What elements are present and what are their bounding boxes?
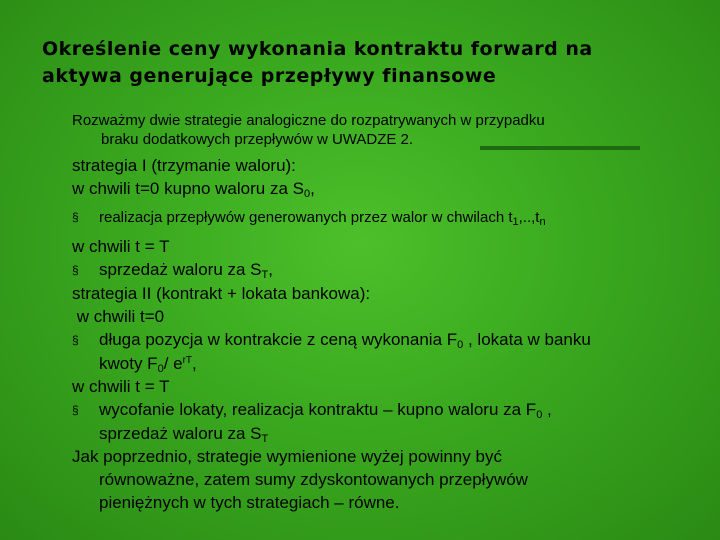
strategy-1-heading: strategia I (trzymanie waloru):: [72, 156, 296, 175]
bullet-icon: §: [72, 333, 79, 347]
strategy-2-tT: w chwili t = T: [72, 377, 170, 396]
conclusion-line-2: równoważne, zatem sumy zdyskontowanych przepływów: [99, 470, 528, 489]
subscript: T: [261, 433, 269, 445]
flows-text: realizacja przepływów generowanych przez walor w chwilach t: [99, 209, 513, 226]
strategy-2-heading: strategia II (kontrakt + lokata bankowa):: [72, 284, 371, 303]
strategy-2-long-item: [72, 328, 712, 352]
bullet-icon: §: [72, 263, 79, 277]
bullet-icon: §: [72, 210, 79, 224]
subscript: 0: [457, 339, 464, 351]
sell-text: sprzedaż waloru za S: [99, 260, 262, 279]
subscript: 1: [512, 216, 519, 228]
strategy-2-close-cont: [72, 422, 712, 445]
conclusion-line-3: pieniężnych w tych strategiach – równe.: [99, 493, 400, 512]
conclusion-line-1: Jak poprzednio, strategie wymienione wyżej powinny być: [72, 447, 502, 466]
strategy-2-close-item: [72, 398, 712, 422]
long-tail: , lokata w banku: [463, 330, 591, 349]
sell-tail: ,: [268, 260, 273, 279]
subscript: 0: [303, 188, 311, 200]
strategy-1-t0-tail: ,: [310, 179, 315, 198]
strategy-1-t0-text: w chwili t=0 kupno waloru za S: [72, 179, 304, 198]
accent-rule: [480, 146, 640, 150]
strategy-1-tT: w chwili t = T: [72, 237, 170, 256]
superscript: rT: [182, 355, 193, 366]
strategy-2-long-cont: [72, 352, 712, 375]
strategy-1-t0: [72, 177, 712, 200]
intro-line-2: braku dodatkowych przepływów w UWADZE 2.: [101, 131, 414, 148]
long2-mid: / e: [163, 354, 183, 373]
close-text: wycofanie lokaty, realizacja kontraktu – kupno waloru za F: [99, 400, 537, 419]
close-tail: ,: [542, 400, 552, 419]
subscript: T: [261, 269, 269, 281]
bullet-icon: §: [72, 403, 79, 417]
long2-text: kwoty F: [99, 354, 158, 373]
subscript: 0: [536, 409, 543, 421]
intro-line-1: Rozważmy dwie strategie analogiczne do rozpatrywanych w przypadku: [72, 112, 545, 129]
long2-tail: ,: [192, 354, 197, 373]
title-line-2: aktywa generujące przepływy finansowe: [42, 65, 497, 87]
subscript: 0: [157, 363, 164, 375]
slide-title: [42, 36, 702, 90]
strategy-1-sell-item: [72, 258, 712, 282]
close2-text: sprzedaż waloru za S: [99, 424, 262, 443]
long-text: długa pozycja w kontrakcie z ceną wykonania F: [99, 330, 458, 349]
strategy-1-flows-item: [72, 206, 712, 229]
slide-body: [72, 154, 712, 514]
intro-text: [72, 111, 672, 149]
strategy-2-t0: w chwili t=0: [72, 307, 165, 326]
subscript: n: [539, 216, 546, 228]
flows-mid: ,..,t: [518, 209, 540, 226]
title-line-1: Określenie ceny wykonania kontraktu forward na: [42, 38, 593, 60]
